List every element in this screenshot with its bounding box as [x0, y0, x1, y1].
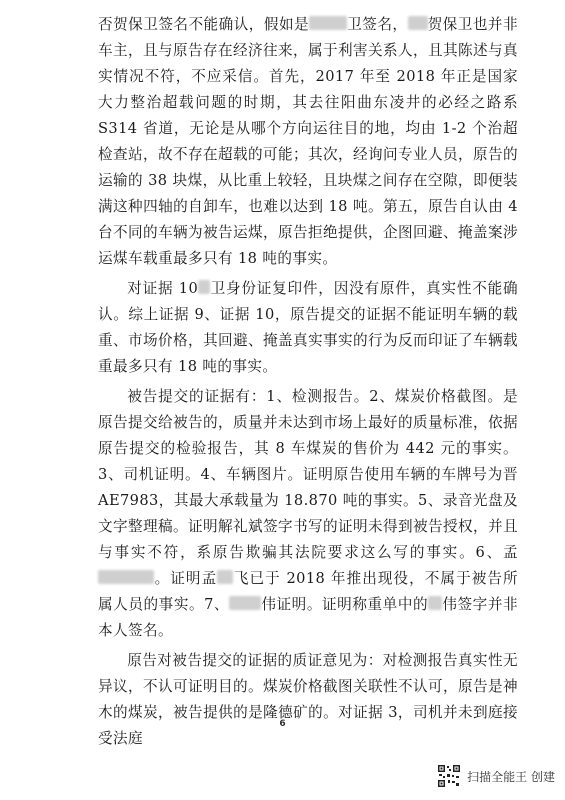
redacted-name	[98, 570, 154, 584]
text-segment: 卫身份证复印件，因没有原件，真实性不能确认。综上证据 9、证据 10，原告提交的证据不能证明车辆的载重、市场价格，其回避、掩盖真实事实的行为反而印证了车辆载重最多只有 18 吨的事实。	[98, 280, 518, 375]
page-number: 6	[279, 719, 286, 729]
paragraph-1	[98, 12, 518, 272]
qr-code-icon	[437, 764, 461, 788]
redacted-name	[217, 570, 233, 584]
paragraph-2	[98, 276, 518, 380]
paragraph-4: 原告对被告提交的证据的质证意见为：对检测报告真实性无异议，不认可证明目的。煤炭价格截图关联性不认可，原告是神木的煤炭，被告提供的是隆德矿的。对证据 3，司机并未到庭接受法庭	[98, 652, 518, 747]
redacted-name	[408, 16, 428, 30]
text-segment: 对证据 10	[127, 280, 199, 297]
text-segment: 飞已于 2018 年推出现役，不属于被告所属人员的事实。7、	[98, 570, 518, 613]
text-segment: 卫签名，	[347, 16, 408, 33]
text-segment: 贺保卫也并非车主，且与原告存在经济往来，属于利害关系人，且其陈述与真实情况不符，不应采信。首先，2017 年至 2018 年正是国家大力整治超载问题的时期，其去往阳曲东凌井的必经之路系 S314 省道，无论是从哪个方向运往目的地，均由 1-2 个治超检查站，故不存在超载的可能；其次，经询问专业人员，原告的运输的 38 块煤，从比重上较轻，且块煤之间存在空隙，即便装满这种四轴的自卸车，也难以达到 18 吨。第五，原告自认由 4 台不同的车辆为被告运煤，原告拒绝提供，企图回避、掩盖案涉运煤车载重最多只有 18 吨的事实。	[98, 16, 518, 267]
text-segment: 伟签字并非本人签名。	[98, 596, 518, 639]
text-segment: 。证明孟	[154, 570, 218, 587]
paragraph-3	[98, 384, 518, 644]
redacted-name	[198, 280, 210, 294]
text-segment: 否贺保卫签名不能确认，假如是	[98, 16, 310, 33]
scanner-watermark	[437, 763, 555, 789]
document-body	[98, 12, 518, 752]
text-segment: 被告提交的证据有：1、检测报告。2、煤炭价格截图。是原告提交给被告的，质量并未达到市场上最好的质量标准，依据原告提交的检验报告，其 8 车煤炭的售价为 442 元的事实。3、司机证明。4、车辆图片。证明原告使用车辆的车牌号为晋 AE7983，其最大承载量为 18.870 吨的事实。5、录音光盘及文字整理稿。证明解礼斌签字书写的证明未得到被告授权，并且与事实不符，系原告欺骗其法院要求这么写的事实。6、孟	[98, 388, 518, 561]
text-segment: 伟证明。证明称重单中的	[261, 596, 429, 613]
redacted-name	[309, 16, 347, 30]
redacted-name	[229, 596, 261, 610]
watermark-text: 扫描全能王 创建	[467, 769, 555, 784]
redacted-name	[428, 596, 442, 610]
